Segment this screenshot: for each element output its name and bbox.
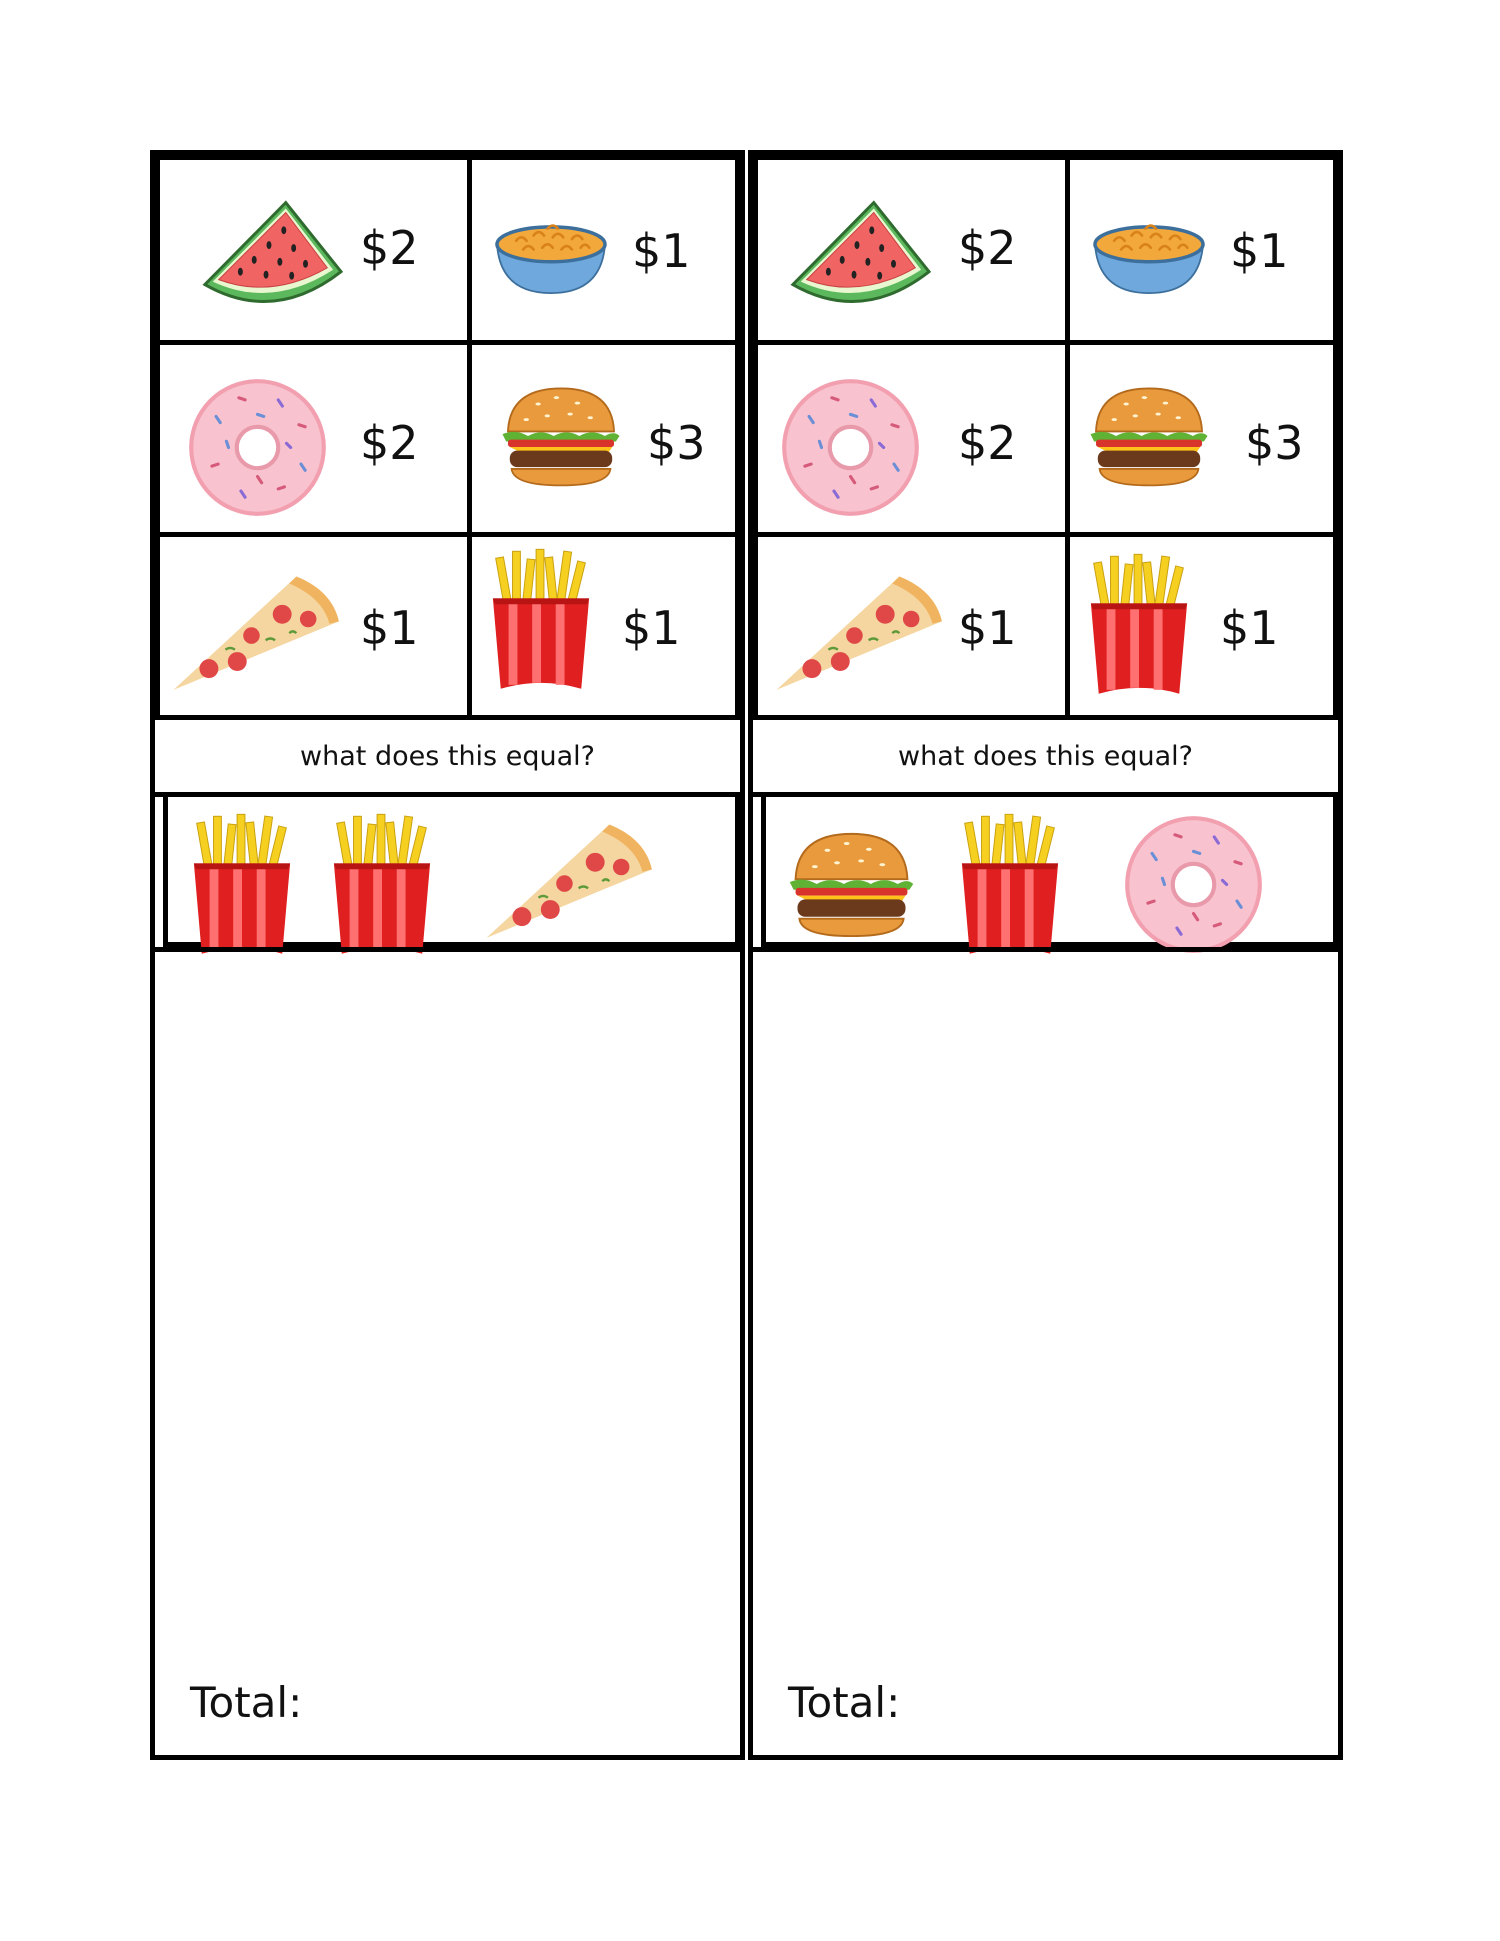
menu-price: $2 (958, 221, 1017, 275)
menu-item (753, 155, 1070, 345)
menu-price: $1 (1230, 224, 1289, 278)
menu-item (155, 340, 472, 537)
pizza-icon (165, 567, 345, 697)
problem-items (163, 797, 740, 947)
fries-icon (1085, 552, 1193, 700)
fries-icon (956, 812, 1064, 960)
price-menu (753, 155, 1338, 720)
donut-icon (778, 375, 923, 520)
menu-price: $2 (958, 416, 1017, 470)
donut-icon (1121, 812, 1266, 957)
menu-price: $1 (632, 224, 691, 278)
watermelon-icon (783, 190, 931, 310)
menu-price: $3 (647, 416, 706, 470)
problem-items (761, 797, 1338, 947)
worksheet-card-1 (150, 150, 745, 1760)
work-area[interactable] (753, 947, 1338, 1755)
menu-item (467, 340, 740, 537)
burger-icon (497, 380, 625, 492)
worksheet-card-2 (748, 150, 1343, 1760)
mac-and-cheese-icon (490, 208, 612, 298)
pizza-icon (478, 815, 658, 945)
question-label: what does this equal? (753, 720, 1338, 797)
menu-item (155, 155, 472, 345)
menu-price: $2 (360, 416, 419, 470)
fries-icon (188, 812, 296, 960)
watermelon-icon (195, 190, 343, 310)
mac-and-cheese-icon (1088, 208, 1210, 298)
donut-icon (185, 375, 330, 520)
menu-item (1065, 340, 1338, 537)
menu-price: $1 (958, 601, 1017, 655)
menu-price: $1 (622, 601, 681, 655)
menu-item (753, 340, 1070, 537)
pizza-icon (768, 567, 948, 697)
menu-item (1065, 532, 1338, 720)
price-menu (155, 155, 740, 720)
menu-price: $1 (1220, 601, 1279, 655)
menu-item (467, 532, 740, 720)
menu-item (753, 532, 1070, 720)
total-label: Total: (788, 1678, 901, 1727)
burger-icon (784, 825, 919, 943)
menu-price: $1 (360, 601, 419, 655)
menu-item (155, 532, 472, 720)
menu-item (1065, 155, 1338, 345)
menu-price: $2 (360, 221, 419, 275)
menu-item (467, 155, 740, 345)
fries-icon (328, 812, 436, 960)
total-label: Total: (190, 1678, 303, 1727)
fries-icon (487, 547, 595, 695)
menu-price: $3 (1245, 416, 1304, 470)
work-area[interactable] (155, 947, 740, 1755)
question-label: what does this equal? (155, 720, 740, 797)
burger-icon (1085, 380, 1213, 492)
